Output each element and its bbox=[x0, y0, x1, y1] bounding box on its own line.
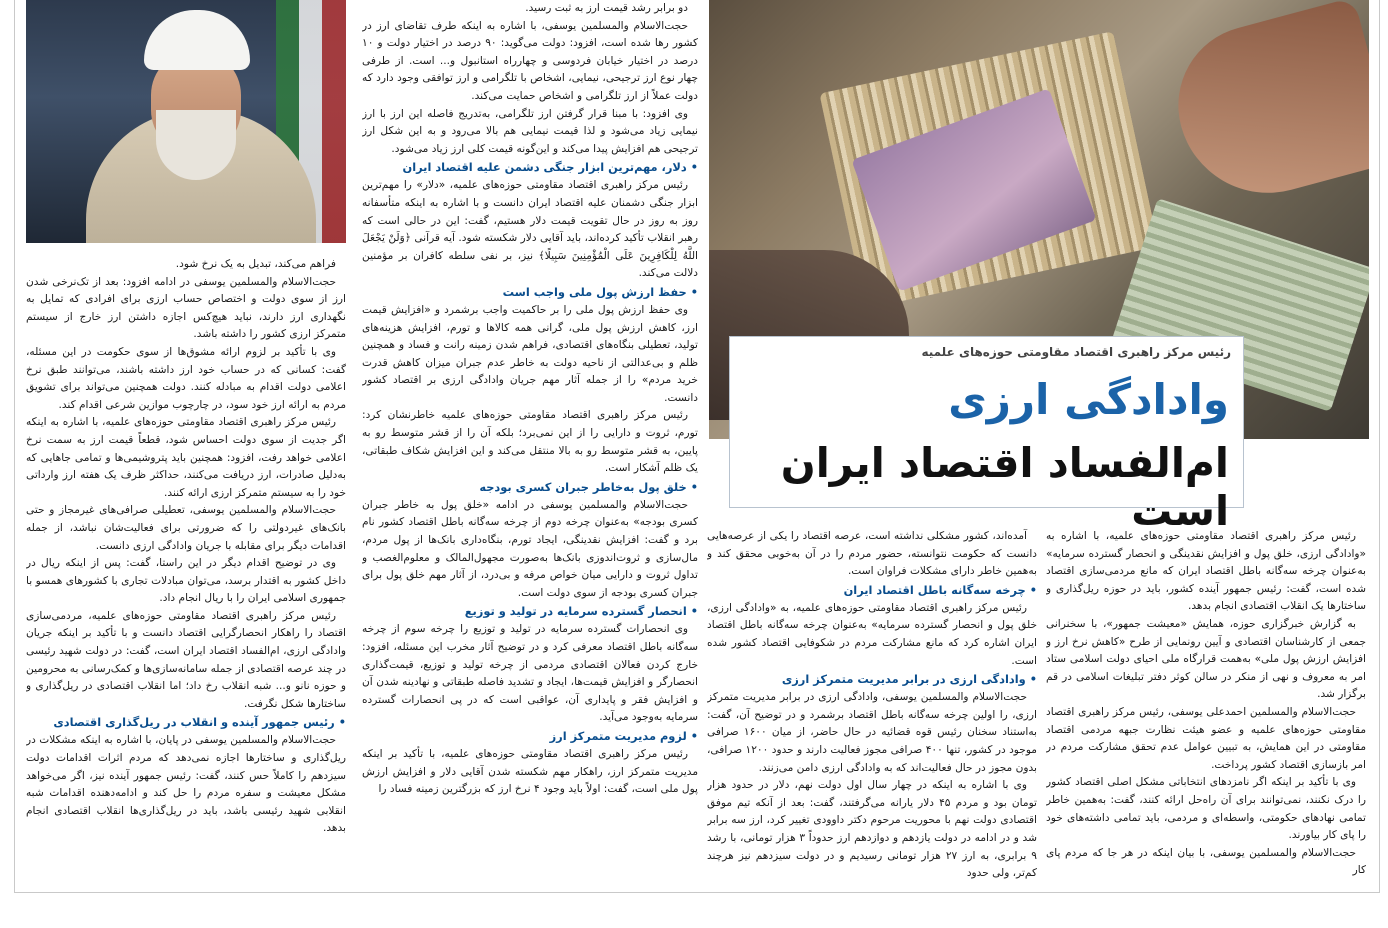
paragraph: وی در توضیح اقدام دیگر در این راستا، گفت: پس از اینکه ریال در داخل کشور به اقتدار برسد، می‌توان مبادلات تجاری با کشورهای همسو با جمهوری اسلامی ایران را با ریال انجام داد. bbox=[26, 557, 346, 605]
article-column-3 bbox=[362, 0, 698, 884]
headline-title-line1: وادادگی ارزی bbox=[948, 375, 1229, 424]
paragraph: فراهم می‌کند، تبدیل به یک نرخ شود. bbox=[175, 258, 336, 270]
paragraph: حجت‌الاسلام والمسلمین یوسفی، با بیان اینکه در هر جا که مردم پای کار bbox=[1046, 846, 1366, 877]
headline-box bbox=[729, 336, 1244, 535]
subheading: • انحصار گسترده سرمایه در تولید و توزیع bbox=[362, 602, 698, 621]
cleric-portrait-photo bbox=[26, 0, 346, 243]
paragraph: حجت‌الاسلام والمسلمین یوسفی، تعطیلی صرافی‌های غیرمجاز و حتی بانک‌های غیردولتی را که ضرورتی برای فعالیت‌شان نباشد، از جمله اقدامات دیگر برای مقابله با جریان وادادگی ارزی دانست. bbox=[26, 504, 346, 552]
paragraph: وی حفظ ارزش پول ملی را بر حاکمیت واجب برشمرد و «افزایش قیمت ارز، کاهش ارزش پول ملی، گرانی همه کالاها و تورم، افزایش هزینه‌های تولید، تعطیلی بنگاه‌های اقتصادی، فراهم شدن زمینه رانت و فساد و همچنین ظلم و بی‌عدالتی از ناحیه دولت به خاطر عدم جبران میزان کاهش قدرت خرید مردم» را از جمله آثار مهم جریان وادادگی ارزی بر اقتصاد کشور دانست. bbox=[362, 303, 698, 404]
subheading: • رئیس جمهور آینده و انقلاب در ریل‌گذاری اقتصادی bbox=[26, 713, 346, 732]
paragraph: حجت‌الاسلام والمسلمین یوسفی در ادامه «خلق پول به خاطر جبران کسری بودجه» به‌عنوان چرخه دوم از چرخه سه‌گانه باطل اقتصاد کشور نام برد و گفت: افزایش نقدینگی، ایجاد تورم، بنگاه‌داری بانک‌ها از پول مردم، مال‌سازی و ثروت‌اندوزی بانک‌ها به‌صورت مجهول‌المالک و معلوم‌الغصب و تداول ثروت و دارایی میان خواص مرفه و بی‌درد، از آثار مهم خلق پول برای جبران کسری بودجه از سوی دولت است. bbox=[362, 498, 698, 599]
article-column-2 bbox=[707, 528, 1037, 884]
paragraph: رئیس مرکز راهبری اقتصاد مقاومتی حوزه‌های علمیه، با تأکید بر اینکه مدیریت متمرکز ارز، راهکار مهم شکسته شدن آقایی دلار و افزایش ارزش پول ملی است، گفت: اولاً باید وجود ۴ نرخ ارز که بزرگترین زمینه فساد را bbox=[362, 747, 698, 796]
turban-shape bbox=[144, 10, 250, 70]
paragraph: وی با تأکید بر لزوم ارائه مشوق‌ها از سوی حکومت در این مسئله، گفت: کسانی که در حساب خود ارز داشته باشند، می‌توانند طبق نرخ اعلامی دولت اقدام به مبادله کنند. دولت همچنین می‌تواند برای تشویق مردم به ارائه ارز خود سود، در چارچوب موازین شرعی اقدام کند. bbox=[26, 345, 346, 411]
paragraph: رئیس مرکز راهبری اقتصاد مقاومتی حوزه‌های علمیه خاطرنشان کرد: تورم، ثروت و دارایی را از این نمی‌برد؛ بلکه آن را از قشر متوسط رو به پایین، به قشر متوسط رو به بالا منتقل می‌کند و این افزایش شکاف طبقاتی، یک ظلم آشکار است. bbox=[362, 409, 698, 475]
paragraph: به گزارش خبرگزاری حوزه، همایش «معیشت جمهور»، با سخنرانی جمعی از کارشناسان اقتصادی و آیین رونمایی از طرح «کاهش نرخ ارز و افزایش ارزش پول ملی» به‌همت قرارگاه ملی احیای دولت اسلامی ستاد امر به معروف و نهی از منکر در سالن کوثر دفتر تبلیغات اسلامی در قم برگزار شد. bbox=[1046, 617, 1366, 701]
subheading: • دلار، مهم‌ترین ابزار جنگی دشمن علیه اقتصاد ایران bbox=[362, 158, 698, 177]
paragraph: وی با اشاره به اینکه در چهار سال اول دولت نهم، دلار در حدود هزار تومان بود و مردم ۴۵ دلار یارانه می‌گرفتند، گفت: بعد از آنکه تیم موفق اقتصادی دولت نهم با محوریت مرحوم دکتر داوودی تغییر کرد، ارز سه برابر شد و در ادامه در دولت یازدهم و دوازدهم ارز حدوداً ۳ هزار تومانی، با رشد ۹ برابری، به ارز ۲۷ هزار تومانی رسیدیم و در دولت سیزدهم نیز هرچند کم‌تر، ولی حدود bbox=[707, 779, 1037, 880]
paragraph: حجت‌الاسلام والمسلمین یوسفی در پایان، با اشاره به اینکه مشکلات در ریل‌گذاری و ساختارها اجازه نمی‌دهد که مردم اثرات اقدامات دولت سیزدهم را کاملاً حس کنند، گفت: رئیس جمهور آینده نیز، اگر می‌خواهد مشکل معیشت و سفره مردم را حل کند و ادامه‌دهنده اقدامات شبه انقلابی شهید رئیسی باشد، باید در ریل‌گذاری‌ها انقلاب اقتصادی انجام بدهد. bbox=[26, 734, 346, 835]
paragraph: رئیس مرکز راهبری اقتصاد مقاومتی حوزه‌های علمیه، با اشاره به اینکه اگر جدیت از سوی دولت احساس شود، قطعاً قیمت ارز به سمت نرخ اعلامی خواهد رفت، افزود: همچنین باید پتروشیمی‌ها و تمامی جاهایی که به‌دلیل صادرات، ارز دریافت می‌کنند، حداکثر ظرف یک هفته ارز وارداتی خود را به سیستم متمرکز ارزی ارائه کنند. bbox=[26, 416, 346, 499]
subheading: • حفظ ارزش پول ملی واجب است bbox=[362, 283, 698, 302]
headline-kicker: رئیس مرکز راهبری اقتصاد مقاومتی حوزه‌های علمیه bbox=[921, 345, 1231, 359]
paragraph: حجت‌الاسلام والمسلمین یوسفی، با اشاره به اینکه طرف تقاضای ارز در کشور رها شده است، افزود: دولت می‌گوید: ۹۰ درصد در اختیار دولت و ۱۰ درصد در اختیار خیابان فردوسی و چهارراه استانبول و... است. از طرفی چهار نوع ارز ترجیحی، نیمایی، اشخاص با تلگرامی و ارز توافقی وجود دارد که دولت عملاً از ارز تلگرامی و اشخاص حمایت می‌کند. bbox=[362, 19, 698, 102]
subheading: • لزوم مدیریت متمرکز ارز bbox=[362, 727, 698, 746]
paragraph: دو برابر رشد قیمت ارز به ثبت رسید. bbox=[525, 2, 688, 14]
paragraph: حجت‌الاسلام والمسلمین یوسفی، وادادگی ارزی در برابر مدیریت متمرکز ارزی، را اولین چرخه سه‌گانه باطل اقتصاد برشمرد و در توضیح آن، گفت: به‌استناد سخنان رئیس قوه قضائیه در حال حاضر، از میان ۱۶۰۰ صرافی موجود در کشور، تنها ۴۰۰ صرافی مجوز فعالیت دارند و حدود ۱۲۰۰ صرافی، بدون مجوز در حال فعالیت‌اند که به وادادگی ارزی دامن می‌زنند. bbox=[707, 691, 1037, 774]
subheading: • چرخه سه‌گانه باطل اقتصاد ایران bbox=[707, 581, 1037, 600]
article-column-1 bbox=[1046, 528, 1366, 884]
paragraph: رئیس مرکز راهبری اقتصاد مقاومتی حوزه‌های علمیه، به «وادادگی ارزی، خلق پول و انحصار گسترده سرمایه» به‌عنوان چرخه سه‌گانه باطل اقتصاد ایران اشاره کرد که مانع مشارکت مردم در شکوفایی اقتصاد کشور شده است. bbox=[707, 601, 1037, 667]
headline-title-line2: ام‌الفساد اقتصاد ایران است bbox=[780, 439, 1229, 535]
subheading: • وادادگی ارزی در برابر مدیریت متمرکز ارزی bbox=[707, 670, 1037, 689]
paragraph: حجت‌الاسلام والمسلمین یوسفی در ادامه افزود: بعد از تک‌نرخی شدن ارز از سوی دولت و اختصاص حساب ارزی برای افرادی که تمایل به نگهداری ارز دارند، نباید هیچ‌کس اجازه داشتن ارز خارج از سیستم متمرکز ارزی کشور را داشته باشد. bbox=[26, 275, 346, 341]
article-column-4 bbox=[26, 256, 346, 884]
hand-shape bbox=[1160, 0, 1369, 213]
paragraph: آمده‌اند، کشور مشکلی نداشته است، عرصه اقتصاد را یکی از عرصه‌هایی دانست که حکومت نتوانسته، حضور مردم را در آن به‌خوبی محقق کند و به‌همین خاطر دارای مشکلات فراوان است. bbox=[707, 530, 1037, 578]
subheading: • خلق پول به‌خاطر جبران کسری بودجه bbox=[362, 478, 698, 497]
paragraph: وی با تأکید بر اینکه اگر نامزدهای انتخاباتی مشکل اصلی اقتصاد کشور را درک نکنند، نمی‌توانند برای آن راه‌حل ارائه کنند، گفت: به‌همین خاطر تمامی نهادهای حکومتی، واسطه‌ای و مردمی، باید تمامی داشته‌های خود را پای کار بیاورند. bbox=[1046, 776, 1366, 842]
paragraph: حجت‌الاسلام والمسلمین احمدعلی یوسفی، رئیس مرکز راهبری اقتصاد مقاومتی حوزه‌های علمیه و عضو هیئت نظارت جبهه مردمی اقتصاد مقاومتی در این همایش، به تبیین عوامل عدم تحقق مشارکت مردم در امر بازسازی اقتصاد کشور پرداخت. bbox=[1046, 705, 1366, 771]
paragraph: رئیس مرکز راهبری اقتصاد مقاومتی حوزه‌های علمیه، با اشاره به «وادادگی ارزی، خلق پول و افزایش نقدینگی و انحصار گسترده سرمایه» به‌عنوان چرخه سه‌گانه باطل اقتصاد ایران که مانع مردمی‌سازی اقتصاد شده است، گفت: رئیس جمهور آینده کشور، باید در حوزه ریل‌گذاری و ساختارها یک انقلاب اقتصادی انجام بدهد. bbox=[1046, 530, 1366, 613]
paragraph: رئیس مرکز راهبری اقتصاد مقاومتی حوزه‌های علمیه، «دلار» را مهم‌ترین ابزار جنگی دشمنان علیه اقتصاد ایران دانست و با اشاره به اینکه متأسفانه روز به روز در حال تقویت قیمت دلار هستیم، گفت: این در حالی است که رهبر انقلاب تأکید کرده‌اند، باید آقایی دلار شکسته شود. آیه قرآنی ﴿وَلَنْ يَجْعَلَ اللَّهُ لِلْكَافِرِينَ عَلَى الْمُؤْمِنِينَ سَبِيلًا﴾ نیز، بر نفی سلطه کافران بر مؤمنین دلالت می‌کند. bbox=[362, 179, 698, 280]
paragraph: رئیس مرکز راهبری اقتصاد مقاومتی حوزه‌های علمیه، مردمی‌سازی اقتصاد را راهکار انحصارگرایی اقتصاد دانست و با تأکید بر اینکه جریان وادادگی ارزی، ام‌الفساد اقتصاد ایران است، گفت: در دولت شهید رئیسی در چند عرصه اقتصادی از جمله سامانه‌سازی‌ها و کمک‌رسانی به محرومین و حوزه نانو و... شبه انقلاب رخ داد؛ اما انقلاب اقتصادی در ریل‌گذاری و ساختارها شکل نگرفت. bbox=[26, 609, 346, 710]
paragraph: وی افزود: با مبنا قرار گرفتن ارز تلگرامی، به‌تدریج فاصله این ارز با ارز نیمایی زیاد می‌شود و لذا قیمت نیمایی هم بالا می‌رود و به این شکل ارز ترجیحی هم افزایش پیدا می‌کند و این‌گونه قیمت کلی ارز زیاد می‌شود. bbox=[362, 107, 698, 155]
paragraph: وی انحصارات گسترده سرمایه در تولید و توزیع را چرخه سوم از چرخه سه‌گانه باطل اقتصاد معرفی کرد و در توضیح آثار مخرب این مسئله، افزود: خارج کردن فعالان اقتصادی مردمی از چرخه تولید و توزیع، قیمت‌گذاری انحصارگر و افزایش قیمت‌ها، ایجاد و تشدید فاصله طبقاتی و نهادینه شدن آن و افزایش فقر و پایداری آن، عواقبی است که در پی انحصارات گسترده سرمایه به‌وجود می‌آید. bbox=[362, 623, 698, 724]
